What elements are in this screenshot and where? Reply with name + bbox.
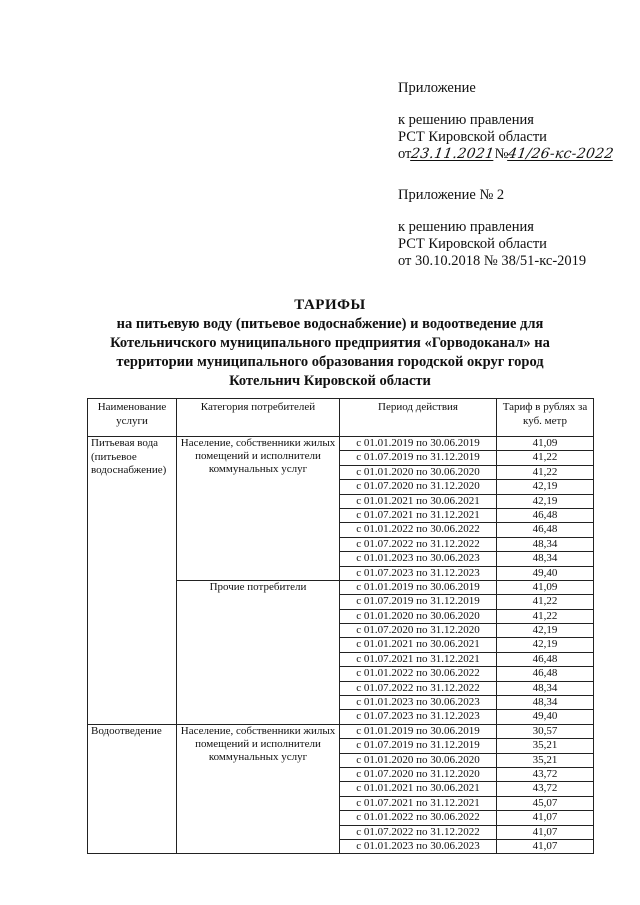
period-cell: с 01.01.2023 по 30.06.2023	[340, 696, 497, 710]
tariff-cell: 42,19	[497, 624, 594, 638]
appendix-2-title: Приложение № 2	[398, 187, 505, 203]
tariff-cell: 46,48	[497, 652, 594, 666]
header-category: Категория потребителей	[177, 399, 340, 437]
decision-line: к решению правления	[398, 112, 534, 128]
tariff-cell: 41,22	[497, 465, 594, 479]
tariff-cell: 41,09	[497, 437, 594, 451]
tariff-cell: 49,40	[497, 710, 594, 724]
tariff-cell: 41,22	[497, 609, 594, 623]
tariff-cell: 48,34	[497, 537, 594, 551]
appendix-title: Приложение	[398, 80, 476, 96]
decision-line: к решению правления	[398, 219, 534, 235]
category-cell: Население, собственники жилых помещений и исполнители коммунальных услуг	[177, 437, 340, 581]
period-cell: с 01.07.2020 по 31.12.2020	[340, 480, 497, 494]
period-cell: с 01.01.2019 по 30.06.2019	[340, 724, 497, 738]
period-cell: с 01.07.2020 по 31.12.2020	[340, 767, 497, 781]
period-cell: с 01.07.2020 по 31.12.2020	[340, 624, 497, 638]
tariff-cell: 46,48	[497, 508, 594, 522]
title-heading: ТАРИФЫ	[294, 297, 366, 313]
title-line: на питьевую воду (питьевое водоснабжение) и водоотведение для	[116, 316, 544, 332]
tariff-cell: 41,07	[497, 839, 594, 853]
tariff-cell: 43,72	[497, 782, 594, 796]
period-cell: с 01.07.2021 по 31.12.2021	[340, 508, 497, 522]
table-row	[88, 437, 594, 451]
authority-line: РСТ Кировской области	[398, 236, 547, 252]
period-cell: с 01.01.2022 по 30.06.2022	[340, 811, 497, 825]
period-cell: с 01.07.2019 по 31.12.2019	[340, 595, 497, 609]
tariff-cell: 42,19	[497, 480, 594, 494]
tariff-cell: 41,22	[497, 451, 594, 465]
tariff-cell: 41,07	[497, 811, 594, 825]
period-cell: с 01.01.2020 по 30.06.2020	[340, 753, 497, 767]
period-cell: с 01.07.2023 по 31.12.2023	[340, 566, 497, 580]
tariff-cell: 41,07	[497, 825, 594, 839]
tariff-table-body	[88, 437, 594, 854]
table-header-row	[88, 399, 594, 437]
period-cell: с 01.01.2021 по 30.06.2021	[340, 782, 497, 796]
period-cell: с 01.07.2023 по 31.12.2023	[340, 710, 497, 724]
tariff-cell: 41,09	[497, 580, 594, 594]
period-cell: с 01.07.2019 по 31.12.2019	[340, 739, 497, 753]
period-cell: с 01.07.2019 по 31.12.2019	[340, 451, 497, 465]
period-cell: с 01.07.2022 по 31.12.2022	[340, 537, 497, 551]
period-cell: с 01.07.2021 по 31.12.2021	[340, 796, 497, 810]
tariff-cell: 35,21	[497, 739, 594, 753]
period-cell: с 01.01.2020 по 30.06.2020	[340, 609, 497, 623]
tariff-cell: 48,34	[497, 552, 594, 566]
period-cell: с 01.01.2019 по 30.06.2019	[340, 437, 497, 451]
category-cell: Население, собственники жилых помещений и исполнители коммунальных услуг	[177, 724, 340, 854]
period-cell: с 01.01.2022 по 30.06.2022	[340, 523, 497, 537]
period-cell: с 01.01.2021 по 30.06.2021	[340, 638, 497, 652]
header-service: Наименование услуги	[88, 399, 177, 437]
period-cell: с 01.01.2019 по 30.06.2019	[340, 580, 497, 594]
title-line: территории муниципального образования городской округ город	[116, 354, 544, 370]
appendix-header-original	[398, 187, 586, 270]
period-cell: с 01.07.2021 по 31.12.2021	[340, 652, 497, 666]
appendix-header-current	[398, 80, 614, 163]
tariff-cell: 30,57	[497, 724, 594, 738]
header-tariff: Тариф в рублях за куб. метр	[497, 399, 594, 437]
service-cell: Водоотведение	[88, 724, 177, 854]
category-cell: Прочие потребители	[177, 580, 340, 724]
handwritten-number: 41/26-кс-2022	[507, 146, 616, 162]
period-cell: с 01.01.2021 по 30.06.2021	[340, 494, 497, 508]
tariff-cell: 45,07	[497, 796, 594, 810]
authority-line: РСТ Кировской области	[398, 129, 547, 145]
tariff-cell: 43,72	[497, 767, 594, 781]
period-cell: с 01.01.2023 по 30.06.2023	[340, 839, 497, 853]
period-cell: с 01.07.2022 по 31.12.2022	[340, 681, 497, 695]
tariff-cell: 35,21	[497, 753, 594, 767]
decision-date-number: от23.11.2021№41/26-кс-2022	[398, 146, 616, 162]
header-period: Период действия	[340, 399, 497, 437]
title-line: Котельнич Кировской области	[229, 373, 431, 389]
document-title	[90, 296, 570, 391]
title-line: Котельничского муниципального предприятия «Горводоканал» на	[110, 335, 550, 351]
period-cell: с 01.01.2022 по 30.06.2022	[340, 667, 497, 681]
period-cell: с 01.07.2022 по 31.12.2022	[340, 825, 497, 839]
period-cell: с 01.01.2023 по 30.06.2023	[340, 552, 497, 566]
tariff-cell: 49,40	[497, 566, 594, 580]
tariff-cell: 48,34	[497, 681, 594, 695]
tariff-cell: 41,22	[497, 595, 594, 609]
tariff-cell: 42,19	[497, 638, 594, 652]
period-cell: с 01.01.2020 по 30.06.2020	[340, 465, 497, 479]
service-cell: Питьевая вода (питьевое водоснабжение)	[88, 437, 177, 725]
handwritten-date: 23.11.2021	[410, 146, 496, 162]
tariff-table	[87, 398, 594, 854]
tariff-cell: 42,19	[497, 494, 594, 508]
decision-date-number: от 30.10.2018 № 38/51-кс-2019	[398, 253, 587, 269]
tariff-cell: 48,34	[497, 696, 594, 710]
tariff-cell: 46,48	[497, 523, 594, 537]
tariff-cell: 46,48	[497, 667, 594, 681]
table-row	[88, 724, 594, 738]
